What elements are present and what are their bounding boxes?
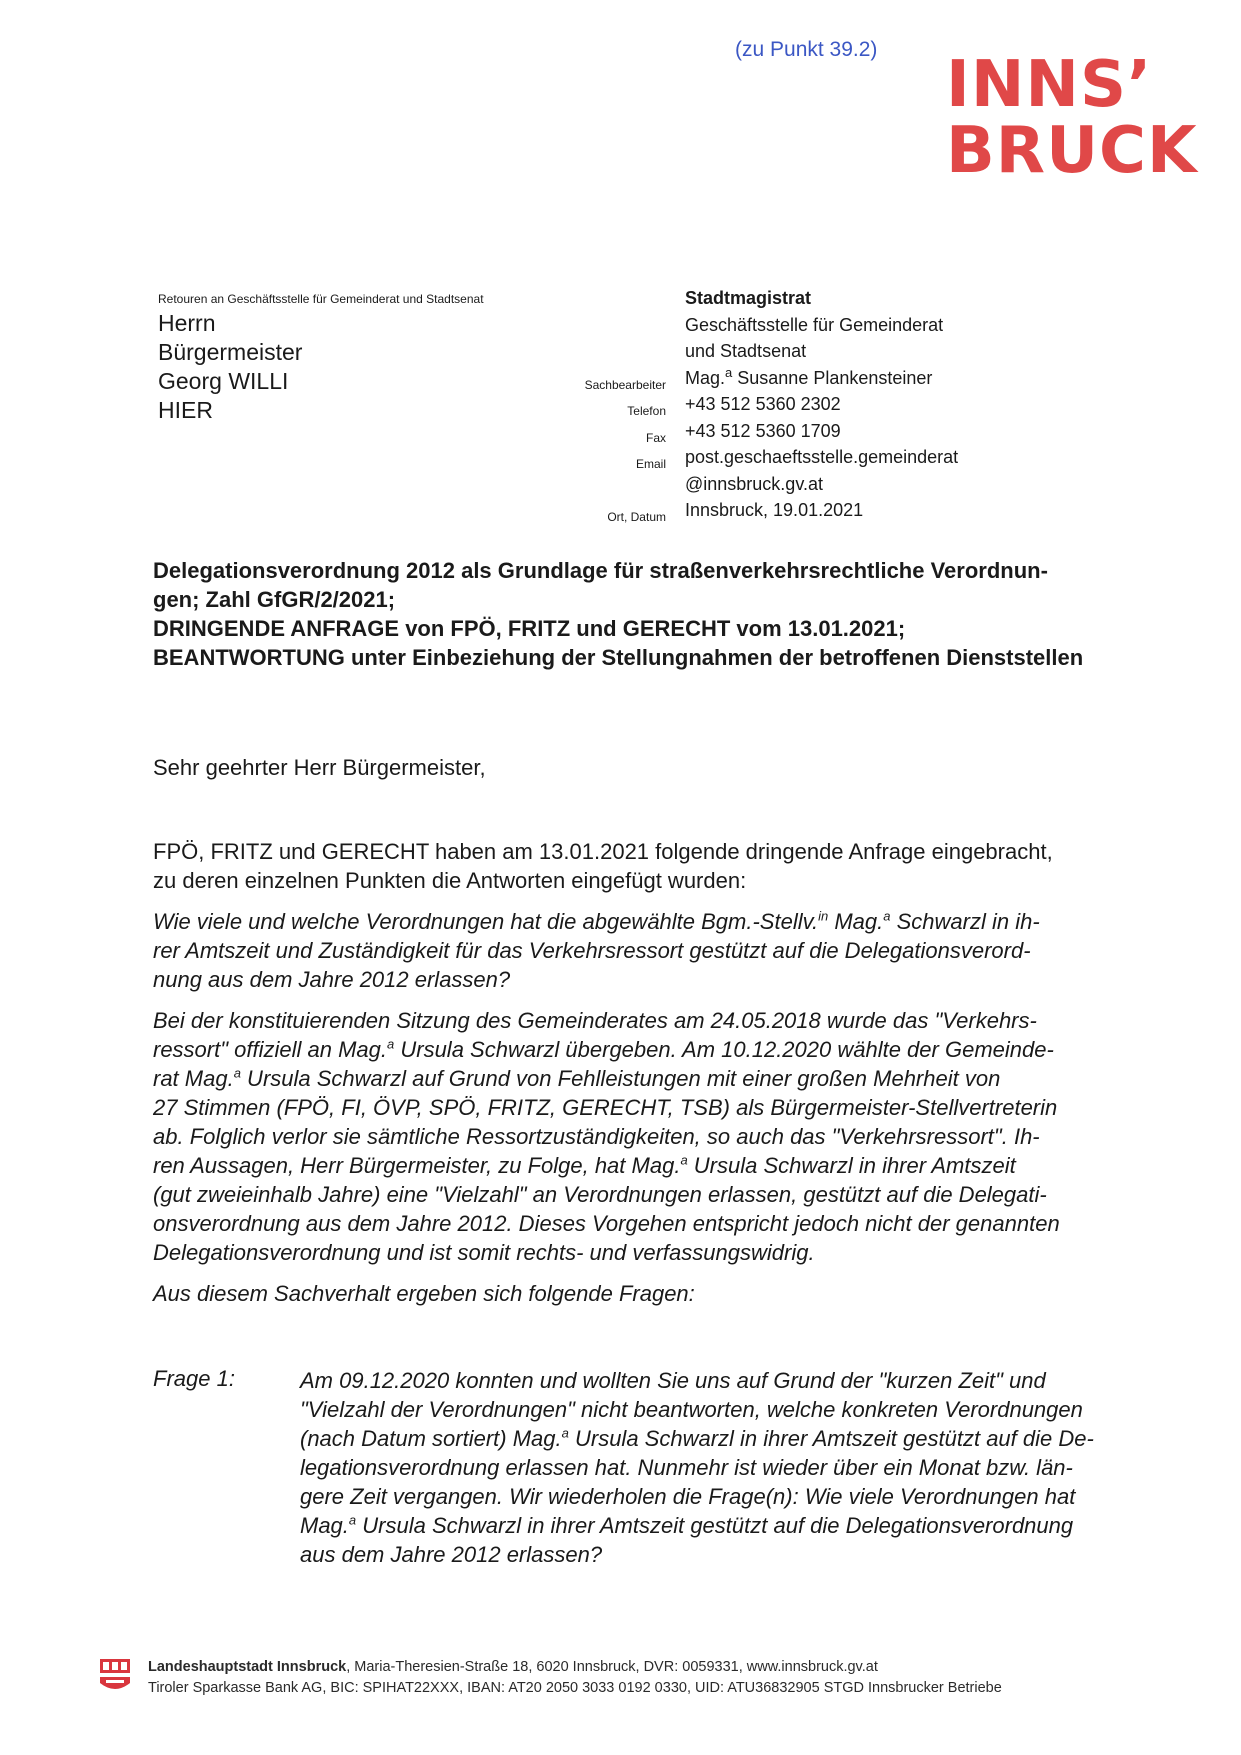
questions-lead: Aus diesem Sachverhalt ergeben sich folgende Fragen: bbox=[153, 1281, 695, 1306]
recipient-line: Bürgermeister bbox=[158, 339, 303, 365]
phone-label: Telefon bbox=[627, 404, 666, 418]
fax-label: Fax bbox=[645, 430, 666, 445]
text-line: Wie viele und welche Verordnungen hat die abgewählte Bgm.-Stellv.$^{in}$ Mag.$^a$ Schwarzl in ih- bbox=[153, 908, 1040, 934]
text-line: zu deren einzelnen Punkten die Antworten eingefügt wurden: bbox=[153, 868, 747, 893]
innsbruck-logo bbox=[946, 48, 1198, 188]
sender-department: und Stadtsenat bbox=[685, 341, 807, 361]
sender-block bbox=[685, 285, 958, 524]
recipient-line: Georg WILLI bbox=[158, 368, 289, 394]
email-address: post.geschaeftsstelle.gemeinderat bbox=[685, 447, 959, 467]
text-line: gere Zeit vergangen. Wir wiederholen die Frage(n): Wie viele Verordnungen hat bbox=[300, 1484, 1076, 1509]
text-line: onsverordnung aus dem Jahre 2012. Dieses Vorgehen entspricht jedoch nicht der genannten bbox=[153, 1211, 1060, 1236]
subject-line: DRINGENDE ANFRAGE von FPÖ, FRITZ und GERECHT vom 13.01.2021; bbox=[153, 616, 906, 641]
subject-line: Delegationsverordnung 2012 als Grundlage für straßenverkehrsrechtliche Verordnun- bbox=[153, 558, 1048, 583]
text-line: rat Mag.$^a$ Ursula Schwarzl auf Grund von Fehlleistungen mit einer großen Mehrheit von bbox=[153, 1065, 1001, 1091]
text-line: Am 09.12.2020 konnten und wollten Sie uns auf Grund der "kurzen Zeit" und bbox=[300, 1368, 1046, 1393]
text-line: Mag.$^a$ Ursula Schwarzl in ihrer Amtszeit gestützt auf die Delegationsverordnung bbox=[300, 1512, 1074, 1538]
text-line: rer Amtszeit und Zuständigkeit für das Verkehrsressort gestützt auf die Delegationsverord- bbox=[153, 938, 1031, 963]
footer-text bbox=[148, 1657, 1002, 1699]
place-date: Innsbruck, 19.01.2021 bbox=[685, 500, 864, 520]
return-address-line: Retouren an Geschäftsstelle für Gemeinderat und Stadtsenat bbox=[158, 292, 484, 306]
logo-line-2: BRUCK bbox=[946, 114, 1198, 188]
logo-line-1: INNS’ bbox=[946, 48, 1153, 122]
footer-line-2: Tiroler Sparkasse Bank AG, BIC: SPIHAT22XXX, IBAN: AT20 2050 3033 0192 0330, UID: ATU36832905 STGD Innsbrucker Betriebe bbox=[148, 1680, 1002, 1696]
text-line: legationsverordnung erlassen hat. Nunmehr ist wieder über ein Monat bzw. län- bbox=[300, 1455, 1073, 1480]
text-line: (gut zweieinhalb Jahre) eine "Vielzahl" an Verordnungen erlassen, gestützt auf die Delegati- bbox=[153, 1182, 1047, 1207]
sender-office: Stadtmagistrat bbox=[685, 288, 812, 308]
frage-1-text bbox=[300, 1366, 1094, 1569]
recipient-line: Herrn bbox=[158, 310, 216, 336]
footer-line-1: Landeshauptstadt Innsbruck, Maria-Theresien-Straße 18, 6020 Innsbruck, DVR: 0059331, www.innsbruck.gv.at bbox=[148, 1659, 878, 1675]
text-line: nung aus dem Jahre 2012 erlassen? bbox=[153, 967, 511, 992]
subject-line: BEANTWORTUNG unter Einbeziehung der Stellungnahmen der betroffenen Dienststellen bbox=[153, 645, 1084, 670]
officer-name: Mag.$^a$ Susanne Plankensteiner bbox=[685, 364, 933, 388]
text-line: aus dem Jahre 2012 erlassen? bbox=[300, 1542, 603, 1567]
subject-block bbox=[153, 556, 1143, 672]
recipient-line: HIER bbox=[158, 397, 213, 423]
text-line: 27 Stimmen (FPÖ, FI, ÖVP, SPÖ, FRITZ, GERECHT, TSB) als Bürgermeister-Stellvertreterin bbox=[153, 1095, 1058, 1120]
email-label: Email bbox=[635, 457, 666, 471]
background-paragraph bbox=[153, 1006, 1143, 1267]
text-line: (nach Datum sortiert) Mag.$^a$ Ursula Schwarzl in ihrer Amtszeit gestützt auf die De- bbox=[300, 1425, 1094, 1451]
city-crest-icon bbox=[100, 1659, 130, 1693]
text-line: "Vielzahl der Verordnungen" nicht beantworten, welche konkreten Verordnungen bbox=[300, 1397, 1083, 1422]
question-intro bbox=[153, 907, 1143, 994]
text-line: FPÖ, FRITZ und GERECHT haben am 13.01.2021 folgende dringende Anfrage eingebracht, bbox=[153, 839, 1053, 864]
text-line: ressort" offiziell an Mag.$^a$ Ursula Schwarzl übergeben. Am 10.12.2020 wählte der Gemeinde- bbox=[153, 1036, 1054, 1062]
subject-line: gen; Zahl GfGR/2/2021; bbox=[153, 587, 396, 612]
reference-note: (zu Punkt 39.2) bbox=[735, 38, 878, 61]
text-line: ab. Folglich verlor sie sämtliche Ressortzuständigkeiten, so auch das "Verkehrsressort". Ih- bbox=[153, 1124, 1040, 1149]
fax-number: +43 512 5360 1709 bbox=[685, 420, 841, 441]
text-line: Bei der konstituierenden Sitzung des Gemeinderates am 24.05.2018 wurde das "Verkehrs- bbox=[153, 1008, 1037, 1033]
text-line: ren Aussagen, Herr Bürgermeister, zu Folge, hat Mag.$^a$ Ursula Schwarzl in ihrer Amtszeit bbox=[153, 1152, 1016, 1178]
recipient-address bbox=[158, 309, 302, 425]
salutation: Sehr geehrter Herr Bürgermeister, bbox=[153, 755, 486, 780]
text-line: Delegationsverordnung und ist somit rechts- und verfassungswidrig. bbox=[153, 1240, 815, 1265]
intro-paragraph bbox=[153, 837, 1143, 895]
sender-department: Geschäftsstelle für Gemeinderat bbox=[685, 314, 944, 335]
officer-label: Sachbearbeiter bbox=[584, 377, 666, 392]
date-label: Ort, Datum bbox=[607, 510, 666, 524]
sender-labels bbox=[520, 289, 666, 528]
frage-1-label: Frage 1: bbox=[153, 1366, 235, 1391]
email-address: @innsbruck.gv.at bbox=[685, 473, 823, 494]
phone-number: +43 512 5360 2302 bbox=[685, 394, 841, 414]
